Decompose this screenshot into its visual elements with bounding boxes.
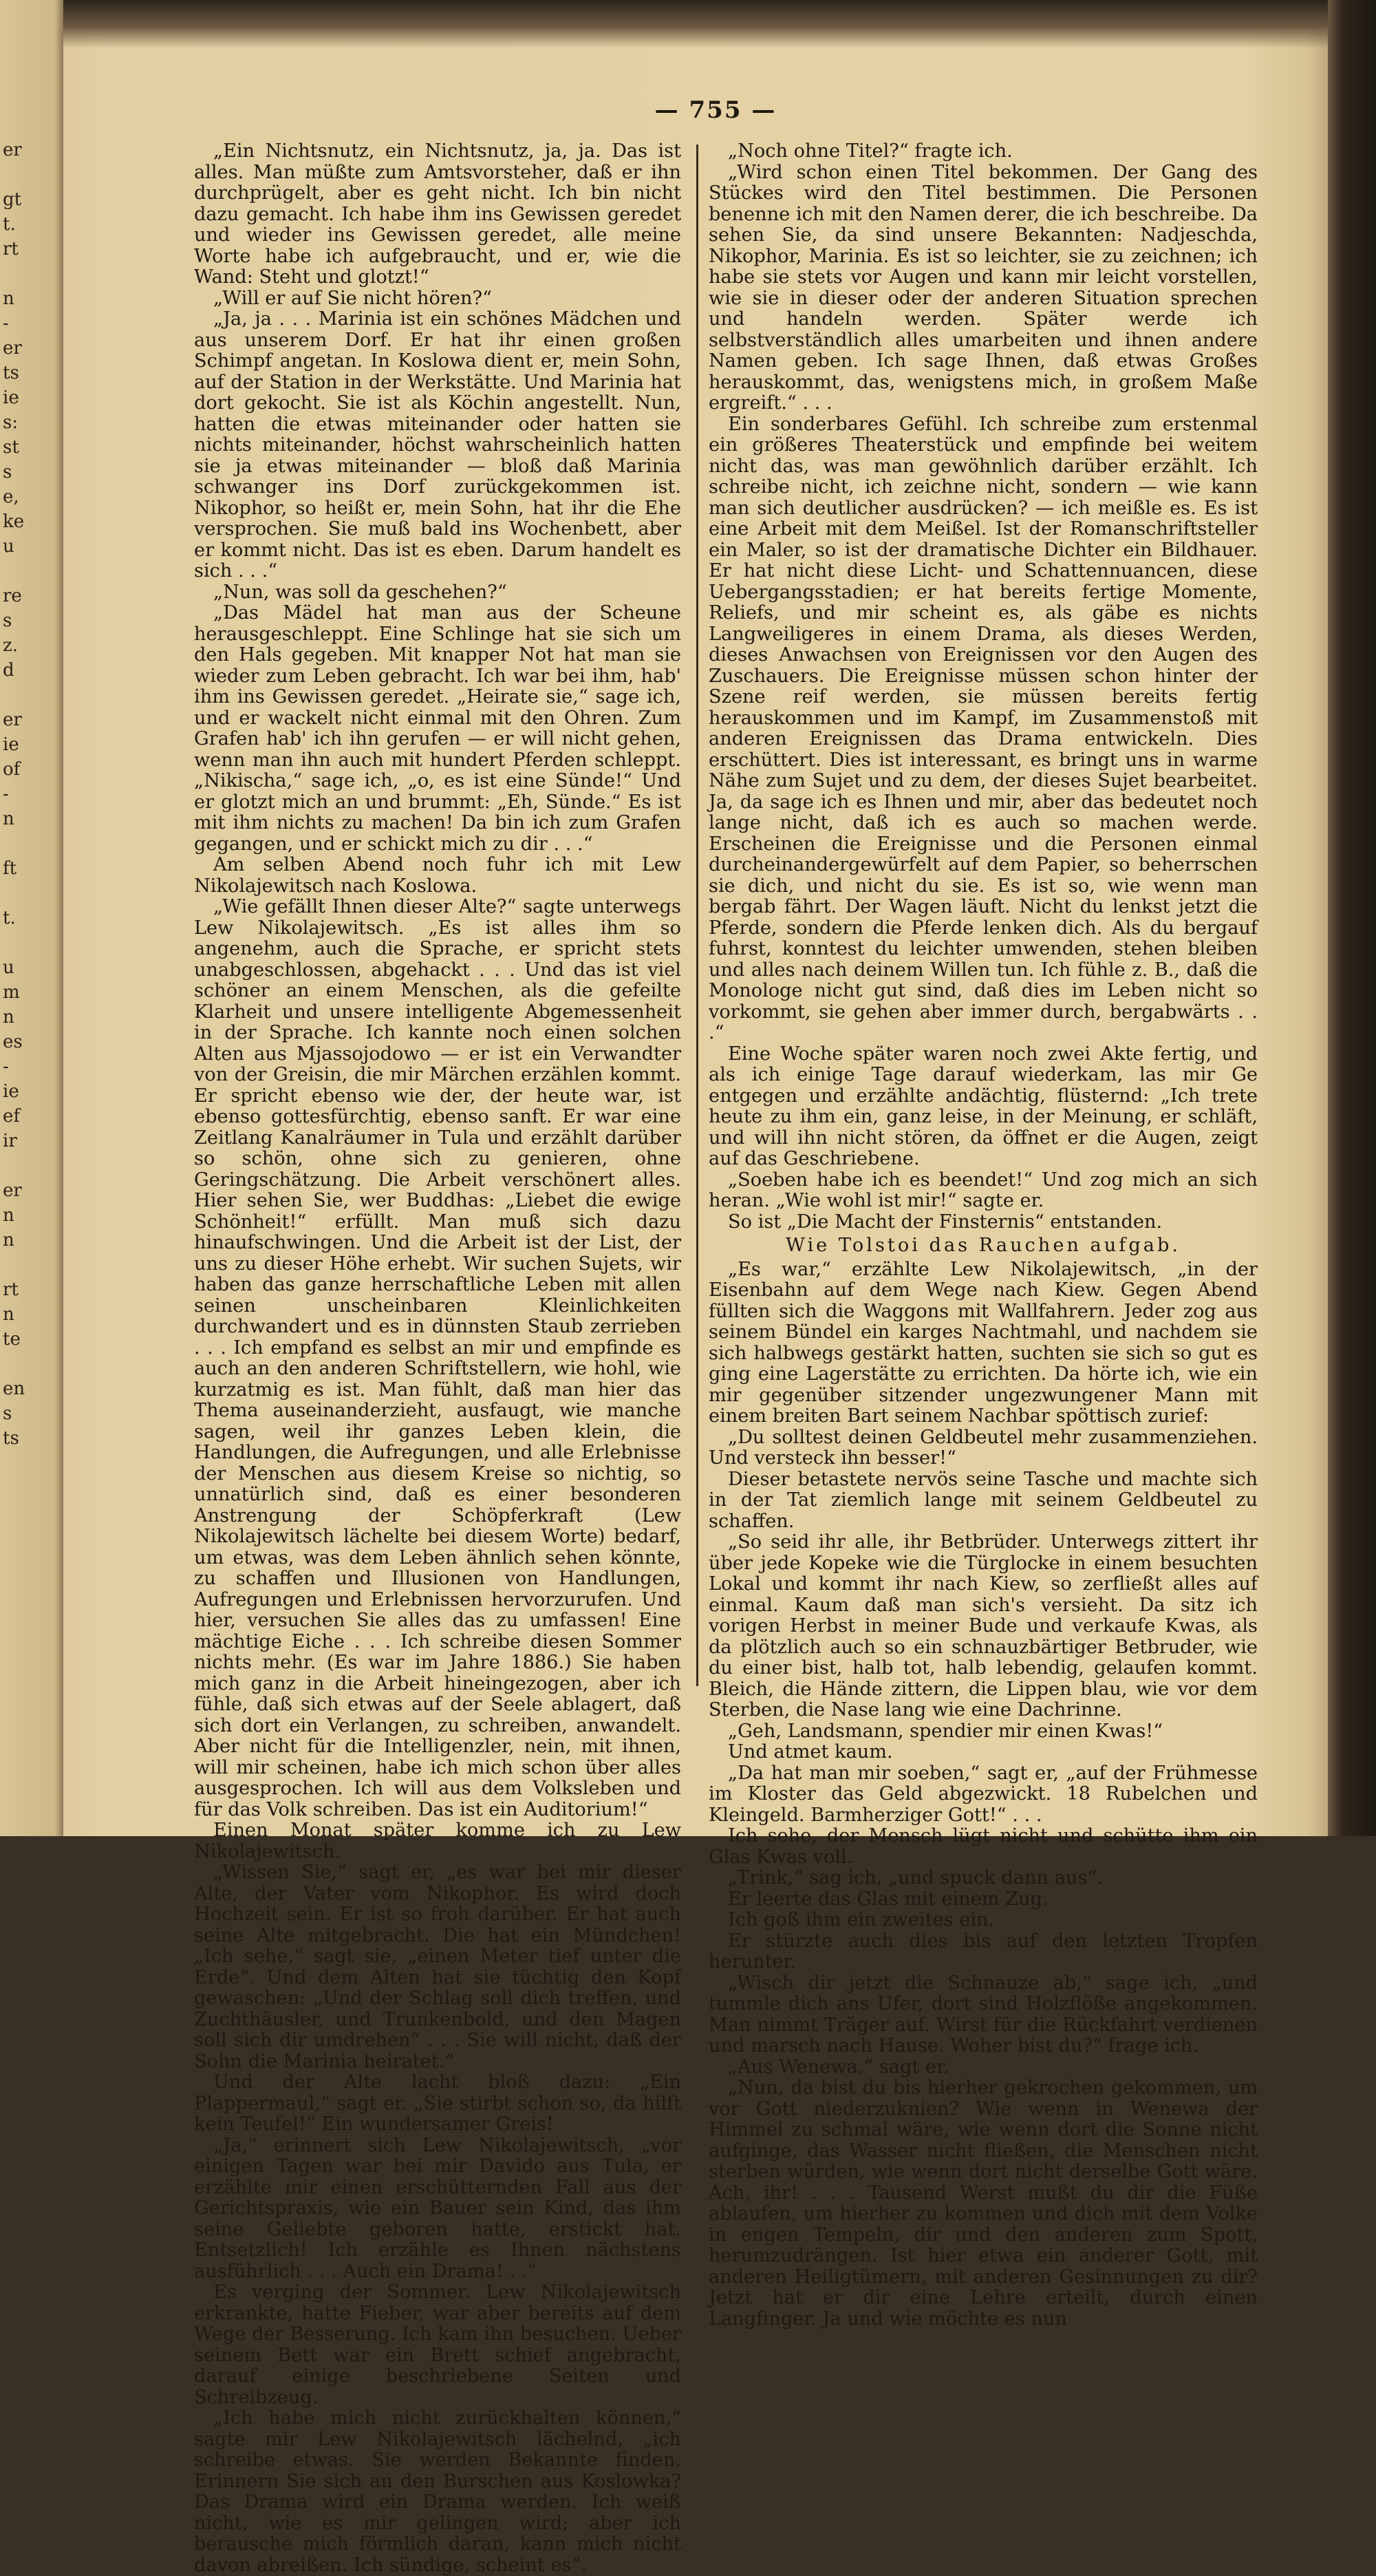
paragraph: Am selben Abend noch fuhr ich mit Lew Nikolajewitsch nach Koslowa. (194, 854, 681, 897)
margin-fragment: er (3, 710, 22, 730)
margin-fragment: s (3, 1403, 12, 1424)
paragraph: „Das Mädel hat man aus der Scheune herausgeschleppt. Eine Schlinge hat sie sich um den Hals gegeben. Mit knapper Not hat man sie wieder zum Leben gebracht. Ich war bei ihm, hab' ihm ins Gewissen geredet. „Heirate sie,“ sage ich, und er wackelt nicht einmal mit den Ohren. Zum Grafen hab' ich ihn gerufen — er will nicht gehen, wenn man ihn auch mit hundert Pferden schleppt. „Nikischa,“ sage ich, „o, es ist eine Sünde!“ Und er glotzt mich an und brummt: „Eh, Sünde.“ Es ist mit ihm nichts zu machen! Da bin ich zum Grafen gegangen, und er schickt mich zu dir . . .“ (194, 602, 681, 855)
margin-fragment: t. (3, 908, 16, 928)
paragraph: „Es war,“ erzählte Lew Nikolajewitsch, „in der Eisenbahn auf dem Wege nach Kiew. Gegen Abend füllten sich die Waggons mit Wallfahrern. Jeder zog aus seinem Bündel ein karges Nachtmahl, und nachdem sie sich halbwegs gestärkt hatten, suchten sie sich so gut es ging eine Lagerstätte zu errichten. Da hörte ich, wie ein mir gegenüber sitzender ungezwungener Mann mit einem breiten Bart seinem Nachbar spöttisch zurief: (709, 1258, 1258, 1427)
margin-fragment: s (3, 462, 12, 482)
paragraph: Ein sonderbares Gefühl. Ich schreibe zum erstenmal ein größeres Theaterstück und empfinde bei weitem nicht das, was man gewöhnlich darüber erzählt. Ich schreibe nicht, ich zeichne nicht, sondern — wie kann man sich deutlicher ausdrücken? — ich meißle es. Es ist eine Arbeit mit dem Meißel. Ist der Romanschriftsteller ein Maler, so ist der dramatische Dichter ein Bildhauer. Er hat nicht diese Licht- und Schattennuancen, diese Uebergangsstadien; er hat bereits fertige Momente, Reliefs, und mir scheint es, als gäbe es nichts Langweiligeres in einem Drama, als dieses Werden, dieses Anwachsen von Ereignissen vor den Augen des Zuschauers. Die Ereignisse müssen schon hinter der Szene reif werden, sie müssen bereits fertig herauskommen und im Kampf, im Zusammenstoß mit anderen Ereignissen das Drama entwickeln. Dies erschüttert. Dies ist interessant, es bringt uns in warme Nähe zum Sujet und zu dem, der dieses Sujet bearbeitet. Ja, da sage ich es Ihnen und mir, aber das bedeutet noch lange nicht, daß ich es auch so machen werde. Erscheinen die Ereignisse und die Personen einmal durcheinandergewürfelt auf dem Papier, so beherrschen sie dich, und nicht du sie. Es ist so, wie wenn man bergab fährt. Der Wagen läuft. Nicht du lenkst jetzt die Pferde, sondern die Pferde lenken dich. Als du bergauf fuhrst, konntest du leichter umwenden, stehen bleiben und alles nach deinem Willen tun. Ich fühle z. B., daß die Monologe nicht gut sind, daß dies im Leben nicht so vorkommt, sie gehen aber immer durch, bergabwärts . . .“ (709, 413, 1258, 1043)
margin-fragment (3, 831, 23, 856)
margin-fragment: e, (3, 487, 19, 507)
margin-fragment: ie (3, 734, 19, 755)
paragraph: Ich sehe, der Mensch lügt nicht und schütte ihm ein Glas Kwas voll. (709, 1825, 1258, 1868)
margin-fragment: - (3, 313, 9, 334)
paragraph: „So seid ihr alle, ihr Betbrüder. Unterwegs zittert ihr über jede Kopeke wie die Türglocke in einem besuchten Lokal und kommt ihr nach Kiew, so zerfließt alles auf einmal. Kaum daß man sich's versieht. Da sitz ich vorigen Herbst in meiner Bude und verkaufe Kwas, als da plötzlich auch so ein schnauzbärtiger Betbruder, wie du einer bist, halb tot, halb lebendig, gelaufen kommt. Bleich, die Hände zittern, die Lippen blau, wie vor dem Sterben, die Nase lang wie eine Dachrinne. (709, 1531, 1258, 1721)
margin-fragment: ie (3, 387, 19, 408)
margin-fragment: te (3, 1329, 21, 1350)
margin-fragment: ts (3, 363, 19, 383)
margin-fragment: rt (3, 239, 19, 259)
margin-fragment: rt (3, 1279, 19, 1300)
paragraph: „Ja,“ erinnert sich Lew Nikolajewitsch, „vor einigen Tagen war bei mir Davido aus Tula, er erzählte mir einen erschütternden Fall aus der Gerichtspraxis, wie ein Bauer sein Kind, das ihm seine Geliebte geboren hatte, erstickt hat. Entsetzlich! Ich erzähle es Ihnen nächstens ausführlich . . . Auch ein Drama! . .“ (194, 2134, 681, 2282)
paragraph: So ist „Die Macht der Finsternis“ entstanden. (728, 1211, 1163, 1233)
margin-fragment (3, 559, 23, 584)
paragraph: Und der Alte lacht bloß dazu: „Ein Plappermaul,“ sagt er. „Sie stirbt schon so, da hilft kein Teufel!“ Ein wundersamer Greis! (194, 2072, 681, 2135)
paragraph: „Wissen Sie,“ sagt er, „es war bei mir dieser Alte, der Vater vom Nikophor. Es wird doch Hochzeit sein. Er ist so froh darüber. Er hat auch seine Alte mitgebracht. Die hat ein Mündchen! „Ich sehe,“ sagt sie, „einen Meter tief unter die Erde“. Und dem Alten hat sie tüchtig den Kopf gewaschen: „Und der Schlag soll dich treffen, und Zuchthäusler, und Trunkenbold, und den Magen soll sich dir umdrehen“ . . . Sie will nicht, daß der Sohn die Marinia heiratet.“ (194, 1862, 681, 2072)
margin-fragment: s (3, 610, 12, 631)
margin-fragment: n (3, 288, 14, 309)
previous-page-edge (0, 0, 63, 1836)
paragraph: „Nun, da bist du bis hierher gekrochen gekommen, um vor Gott niederzuknien? Wie wenn in Wenewa der Himmel zu schmal wäre, wie wenn dort die Sonne nicht aufginge, das Wasser nicht fließen, die Menschen nicht sterben würden, wie wenn dort nicht derselbe Gott wäre. Ach, ihr! . . . Tausend Werst mußt du dir die Füße ablaufen, um hierher zu kommen und dich mit dem Volke in engen Tempeln, dir und den anderen zum Spott, herumzudrängen. Ist hier etwa ein anderer Gott, mit anderen Heiligtümern, mit anderen Gesinnungen zu dir? Jetzt hat er dir eine Lehre erteilt, durch einen Langfinger. Ja und wie möchte es nun (709, 2077, 1258, 2330)
margin-fragment: ke (3, 511, 25, 532)
paragraph: Eine Woche später waren noch zwei Akte fertig, und als ich einige Tage darauf wiederkam, las mir Ge entgegen und erzählte andächtig, flüsternd: „Ich trete heute zu ihm ein, ganz leise, in der Meinung, er schläft, und will ihn nicht stören, da öffnet er die Augen, zeigt auf das Geschriebene. (709, 1043, 1258, 1169)
book-edge (1328, 0, 1376, 1836)
margin-fragment: z. (3, 635, 18, 656)
left-text-column (194, 141, 681, 2576)
margin-fragment: ts (3, 1428, 19, 1449)
paragraph: „Ja, ja . . . Marinia ist ein schönes Mädchen und aus unserem Dorf. Er hat ihr einen großen Schimpf angetan. In Koslowa dient er, mein Sohn, auf der Station in der Werkstätte. Und Marinia hat dort gekocht. Sie ist als Köchin angestellt. Nun, hatten die etwas miteinander oder hatten sie nichts miteinander, höchst wahrscheinlich hatten sie ja etwas miteinander — bloß daß Marinia schwanger ins Dorf zurückgekommen ist. Nikophor, so heißt er, mein Sohn, hat ihr die Ehe versprochen. Sie muß bald ins Wochenbett, aber er kommt nicht. Das ist es eben. Darum handelt es sich . . .“ (194, 308, 681, 582)
margin-fragment: d (3, 660, 14, 681)
paragraph: Es verging der Sommer. Lew Nikolajewitsch erkrankte, hatte Fieber, war aber bereits auf dem Wege der Besserung. Ich kam ihn besuchen. Ueber seinem Bett war ein Brett schief angebracht, darauf einige beschriebene Seiten und Schreibzeug. (194, 2281, 681, 2408)
paragraph: „Geh, Landsmann, spendier mir einen Kwas!“ (728, 1720, 1163, 1742)
paragraph: Er leerte das Glas mit einem Zug. (728, 1888, 1049, 1910)
margin-fragment: n (3, 1304, 14, 1325)
paragraph: „Noch ohne Titel?“ fragte ich. (728, 140, 1013, 162)
margin-fragment: ft (3, 858, 17, 879)
paragraph: „Wird schon einen Titel bekommen. Der Gang des Stückes wird den Titel bestimmen. Die Personen benenne ich mit den Namen derer, die ich beschreibe. Da sehen Sie, da sind unsere Bekannten: Nadjeschda, Nikophor, Marinia. Es ist so leichter, sie zu zeichnen; ich habe sie stets vor Augen und kann mir leicht vorstellen, wie sie in dieser oder der anderen Situation sprechen und handeln werden. Später werde ich selbstverständlich alles umarbeiten und ihnen andere Namen geben. Ich sage Ihnen, daß etwas Großes herauskommt, das, wenigstens mich, in großem Maße ergreift.“ . . . (709, 161, 1258, 414)
margin-fragment: u (3, 957, 14, 978)
margin-fragment: - (3, 784, 9, 805)
paragraph: Er stürzte auch dies bis auf den letzten Tropfen herunter. (709, 1930, 1258, 1972)
paragraph: Dieser betastete nervös seine Tasche und machte sich in der Tat ziemlich lange mit seinem Geldbeutel zu schaffen. (709, 1468, 1258, 1532)
margin-fragment (3, 683, 23, 707)
margin-fragment (3, 1476, 23, 1500)
paragraph: „Wisch dir jetzt die Schnauze ab,“ sage ich, „und tummle dich ans Ufer, dort sind Holzflöße angekommen. Man nimmt Träger auf. Wirst für die Rückfahrt verdienen und marsch nach Hause. Woher bist du?“ frage ich. (709, 1972, 1258, 2056)
margin-fragment: t. (3, 214, 16, 235)
margin-fragment: es (3, 1032, 23, 1052)
paragraph: „Nun, was soll da geschehen?“ (213, 581, 507, 603)
paragraph: „Trink,“ sag ich, „und spuck dann aus“. (728, 1867, 1103, 1888)
margin-fragment (3, 881, 23, 906)
margin-fragment: st (3, 437, 19, 458)
paragraph: Ich goß ihm ein zweites ein. (728, 1909, 995, 1930)
paragraph: Einen Monat später komme ich zu Lew Nikolajewitsch. (194, 1820, 681, 1862)
margin-fragment: re (3, 586, 22, 606)
margin-fragment: er (3, 140, 22, 160)
margin-fragment: s: (3, 412, 19, 433)
margin-fragment: ir (3, 1131, 17, 1151)
paragraph: Und atmet kaum. (728, 1741, 893, 1763)
margin-fragment: er (3, 1180, 22, 1201)
section-heading: Wie Tolstoi das Rauchen aufgab. (786, 1235, 1181, 1256)
margin-fragment: ie (3, 1081, 19, 1102)
margin-fragment (3, 1451, 23, 1476)
margin-fragment: - (3, 1056, 9, 1077)
margin-fragment: n (3, 1205, 14, 1226)
paragraph: „Ein Nichtsnutz, ein Nichtsnutz, ja, ja. Das ist alles. Man müßte zum Amtsvorsteher, daß er ihn durchprügelt, aber es geht nicht. Ich bin nicht dazu gemacht. Ich habe ihm ins Gewissen geredet und wieder ins Gewissen geredet, alle meine Worte habe ich aufgebraucht, und er, wie die Wand: Steht und glotzt!“ (194, 140, 681, 288)
paragraph: „Will er auf Sie nicht hören?“ (213, 287, 492, 309)
margin-fragment: gt (3, 189, 22, 210)
margin-fragment: m (3, 982, 20, 1003)
right-text-column (709, 141, 1258, 2330)
paragraph: „Wie gefällt Ihnen dieser Alte?“ sagte unterwegs Lew Nikolajewitsch. „Es ist alles ihm so angenehm, auch die Sprache, er spricht stets unabgeschlossen, abgehackt . . . Und das ist viel schöner an einem Menschen, als die gefeilte Klarheit und unsere intelligente Abgemessenheit in der Sprache. Ich kannte noch einen solchen Alten aus Mjassojodowo — er ist ein Verwandter von der Greisin, die mir Märchen erzählen kommt. Er spricht ebenso wie der, der heute war, ist ebenso gottesfürchtig, ebenso sanft. Er war eine Zeitlang Kanalräumer in Tula und erzählt darüber so schön, ohne sich zu genieren, ohne Geringschätzung. Die Arbeit verschönert alles. Hier sehen Sie, wer Buddhas: „Liebet die ewige Schönheit!“ erfüllt. Man muß sich dazu hinaufschwingen. Und die Arbeit ist der List, der uns zu dieser Höhe erhebt. Wir suchen Sujets, wir haben das ganze herrschaftliche Leben mit allen seinen unscheinbaren Kleinlichkeiten durchwandert und es in dünnsten Staub zerrieben . . . Ich empfand es selbst an mir und empfinde es auch an den anderen Schriftstellern, wie hohl, wie kurzatmig es ist. Man fühlt, daß man hier das Thema auseinanderzieht, ausfaugt, wie manche sagen, weil ihr ganzes Leben klein, die Handlungen, die Aufregungen, und alle Erlebnisse der Menschen aus diesem Kreise so nichtig, so unnatürlich sind, daß es einer besonderen Anstrengung der Schöpferkraft (Lew Nikolajewitsch lächelte bei diesem Worte) bedarf, um etwas, was dem Leben ähnlich sehen könnte, zu schaffen und Illusionen von Handlungen, Aufregungen und Erlebnissen hervorzurufen. Und hier, versuchen Sie alles das zu umfassen! Eine mächtige Eiche . . . Ich schreibe diesen Sommer nichts mehr. (Es war im Jahre 1886.) Sie haben mich ganz in die Arbeit hineingezogen, aber ich fühle, daß sich etwas auf der Seele ablagert, daß sich dort ein Verlangen, zu schreiben, anwandelt. Aber nicht für die Intelligenzler, nein, mit ihnen, will mir scheinen, habe ich mich schon über alles ausgesprochen. Ich will aus dem Volksleben und für das Volk schreiben. Das ist ein Auditorium!“ (194, 896, 681, 1820)
previous-page-fragments (3, 138, 23, 1500)
margin-fragment: u (3, 536, 14, 557)
margin-fragment: en (3, 1379, 25, 1399)
margin-fragment (3, 262, 23, 286)
margin-fragment: of (3, 759, 21, 780)
margin-fragment (3, 1253, 23, 1277)
margin-fragment: ef (3, 1106, 21, 1127)
margin-fragment (3, 162, 23, 187)
column-divider (696, 145, 698, 1686)
margin-fragment: er (3, 338, 22, 359)
page-number: — 755 — (654, 96, 777, 124)
paragraph: „Soeben habe ich es beendet!“ Und zog mich an sich heran. „Wie wohl ist mir!“ sagte er. (709, 1169, 1258, 1211)
paragraph: „Aus Wenewa,“ sagt er. (728, 2056, 949, 2078)
margin-fragment: n (3, 809, 14, 829)
margin-fragment: n (3, 1230, 14, 1250)
paragraph: „Ich habe mich nicht zurückhalten können,“ sagte mir Lew Nikolajewitsch lächelnd, „ich schreibe etwas. Sie werden Bekannte finden. Erinnern Sie sich an den Burschen aus Koslowka? Das Drama wird ein Drama werden. Ich weiß nicht, wie es mir gelingen wird; aber ich berausche mich förmlich daran, kann mich nicht davon abreißen. Ich sündige, scheint es“. (194, 2407, 681, 2576)
margin-fragment (3, 1352, 23, 1376)
margin-fragment (3, 930, 23, 955)
margin-fragment: n (3, 1007, 14, 1028)
paragraph: „Da hat man mir soeben,“ sagt er, „auf der Frühmesse im Kloster das Geld abgezwickt. 18 Rubelchen und Kleingeld. Barmherziger Gott!“ . . . (709, 1762, 1258, 1826)
paragraph: „Du solltest deinen Geldbeutel mehr zusammenziehen. Und versteck ihn besser!“ (709, 1426, 1258, 1469)
top-shadow (63, 0, 1336, 48)
margin-fragment (3, 1153, 23, 1178)
